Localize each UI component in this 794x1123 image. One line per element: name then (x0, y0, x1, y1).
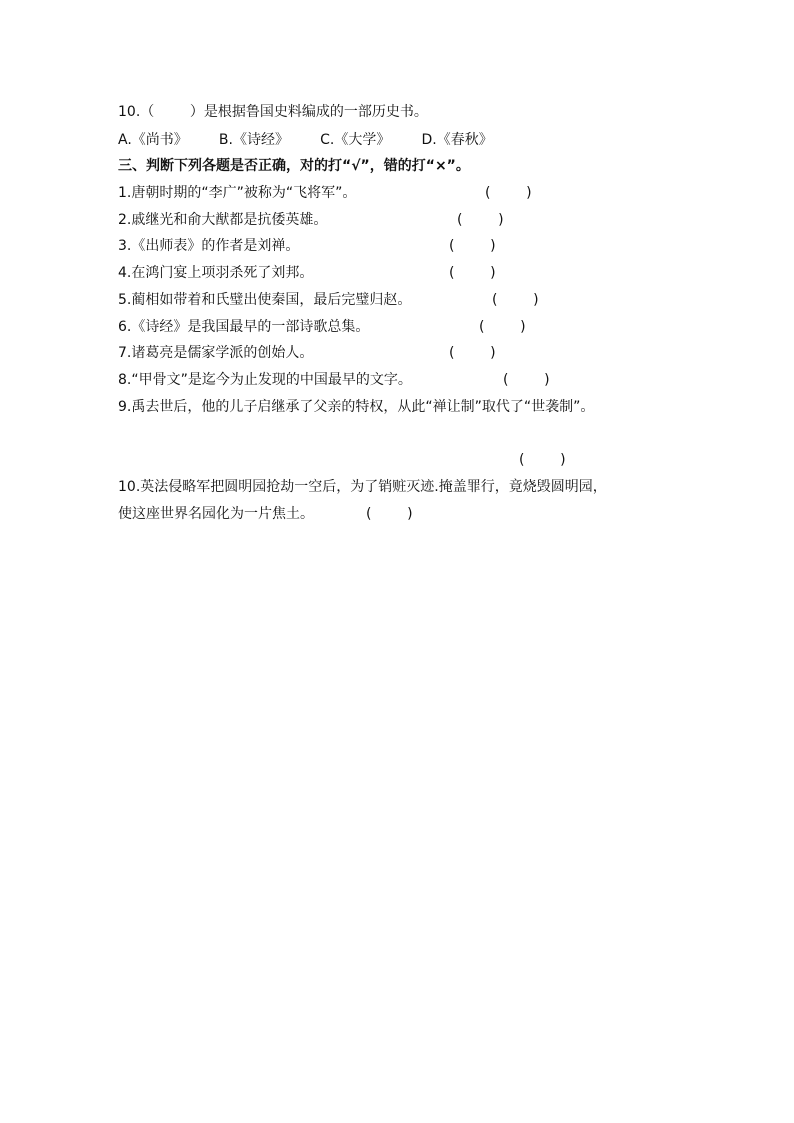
question-10: 10.（ ）是根据鲁国史料编成的一部历史书。 (118, 104, 428, 120)
answer-blank-9[interactable]: ( ) (519, 452, 566, 468)
judge-item-9: 9.禹去世后，他的儿子启继承了父亲的特权，从此“禅让制”取代了“世袭制”。 (118, 399, 595, 415)
answer-blank-8[interactable]: ( ) (503, 372, 550, 388)
judge-item-5: 5.蔺相如带着和氏璧出使秦国，最后完璧归赵。 (118, 292, 412, 308)
judge-item-6: 6.《诗经》是我国最早的一部诗歌总集。 (118, 319, 370, 335)
judge-item-2: 2.戚继光和俞大猷都是抗倭英雄。 (118, 212, 328, 228)
answer-blank-5[interactable]: ( ) (492, 292, 539, 308)
answer-blank-10[interactable]: ( ) (366, 506, 413, 522)
section-3-title: 三、判断下列各题是否正确，对的打“√”，错的打“×”。 (118, 158, 470, 174)
judge-item-3: 3.《出师表》的作者是刘禅。 (118, 238, 300, 254)
judge-item-4: 4.在鸿门宴上项羽杀死了刘邦。 (118, 265, 314, 281)
answer-blank-6[interactable]: ( ) (479, 319, 526, 335)
answer-blank-3[interactable]: ( ) (449, 238, 496, 254)
answer-blank-1[interactable]: ( ) (485, 185, 532, 201)
judge-item-7: 7.诸葛亮是儒家学派的创始人。 (118, 345, 314, 361)
answer-blank-2[interactable]: ( ) (457, 212, 504, 228)
judge-item-8: 8.“甲骨文”是迄今为止发现的中国最早的文字。 (118, 372, 412, 388)
answer-blank-7[interactable]: ( ) (449, 345, 496, 361)
judge-item-10-line-2: 使这座世界名园化为一片焦土。 (118, 506, 314, 522)
answer-blank-4[interactable]: ( ) (449, 265, 496, 281)
judge-item-1: 1.唐朝时期的“李广”被称为“飞将军”。 (118, 185, 357, 201)
answer-options: A.《尚书》 B.《诗经》 C.《大学》 D.《春秋》 (118, 132, 493, 148)
judge-item-10-line-1: 10.英法侵略军把圆明园抢劫一空后，为了销赃灭迹.掩盖罪行，竟烧毁圆明园， (118, 479, 607, 495)
